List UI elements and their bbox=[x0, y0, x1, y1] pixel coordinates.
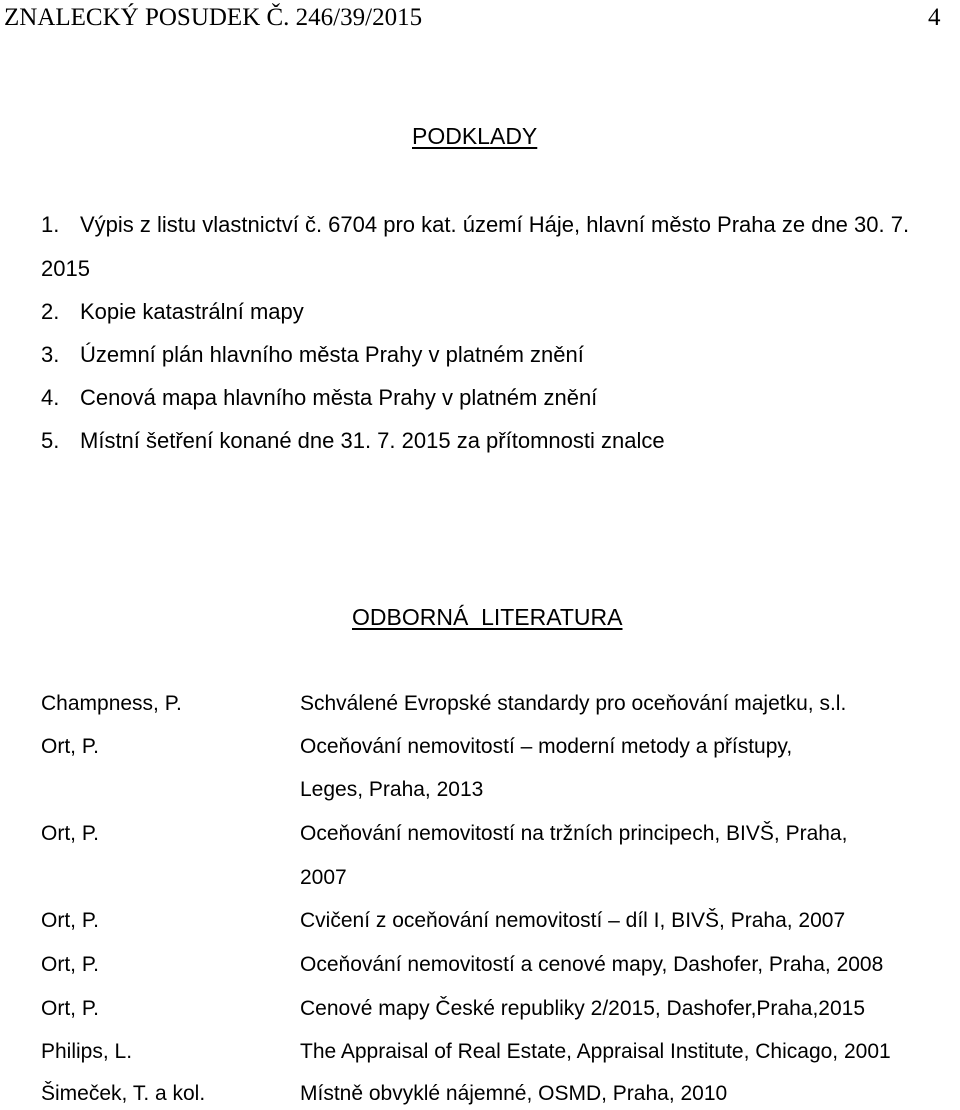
list-item-number: 3. bbox=[41, 342, 60, 367]
list-item-text: Výpis z listu vlastnictví č. 6704 pro kat. území Háje, hlavní město Praha ze dne 30. 7. bbox=[80, 212, 910, 237]
reference-author: Ort, P. bbox=[41, 822, 99, 845]
reference-author: Ort, P. bbox=[41, 953, 99, 976]
reference-title: Oceňování nemovitostí a cenové mapy, Dashofer, Praha, 2008 bbox=[300, 953, 884, 976]
reference-title-continuation: 2007 bbox=[300, 866, 347, 889]
list-item-number: 4. bbox=[41, 385, 60, 410]
list-item-text: Územní plán hlavního města Prahy v platném znění bbox=[80, 342, 584, 367]
list-item-number: 1. bbox=[41, 212, 60, 237]
reference-author: Šimeček, T. a kol. bbox=[41, 1082, 206, 1105]
reference-title: The Appraisal of Real Estate, Appraisal Institute, Chicago, 2001 bbox=[300, 1040, 891, 1063]
reference-author: Ort, P. bbox=[41, 909, 99, 932]
reference-author: Champness, P. bbox=[41, 692, 182, 715]
reference-title: Oceňování nemovitostí – moderní metody a přístupy, bbox=[300, 735, 793, 758]
reference-title: Oceňování nemovitostí na tržních principech, BIVŠ, Praha, bbox=[300, 822, 848, 845]
list-item-number: 2. bbox=[41, 299, 60, 324]
reference-title-continuation: Leges, Praha, 2013 bbox=[300, 778, 484, 801]
literature-heading: ODBORNÁ LITERATURA bbox=[352, 604, 623, 630]
list-item-continuation: 2015 bbox=[41, 256, 90, 281]
page-number: 4 bbox=[928, 4, 941, 31]
reference-author: Ort, P. bbox=[41, 735, 99, 758]
list-item-number: 5. bbox=[41, 428, 60, 453]
list-item-text: Kopie katastrální mapy bbox=[80, 299, 304, 324]
document-title: ZNALECKÝ POSUDEK Č. 246/39/2015 bbox=[4, 4, 423, 31]
reference-author: Ort, P. bbox=[41, 997, 99, 1020]
sources-heading: PODKLADY bbox=[412, 123, 538, 149]
list-item-text: Místní šetření konané dne 31. 7. 2015 za přítomnosti znalce bbox=[80, 428, 665, 453]
reference-title: Cenové mapy České republiky 2/2015, Dashofer,Praha,2015 bbox=[300, 997, 866, 1020]
reference-title: Cvičení z oceňování nemovitostí – díl I, BIVŠ, Praha, 2007 bbox=[300, 909, 846, 932]
reference-author: Philips, L. bbox=[41, 1040, 133, 1063]
reference-title: Místně obvyklé nájemné, OSMD, Praha, 2010 bbox=[300, 1082, 728, 1105]
reference-title: Schválené Evropské standardy pro oceňování majetku, s.l. bbox=[300, 692, 847, 715]
list-item-text: Cenová mapa hlavního města Prahy v platném znění bbox=[80, 385, 598, 410]
